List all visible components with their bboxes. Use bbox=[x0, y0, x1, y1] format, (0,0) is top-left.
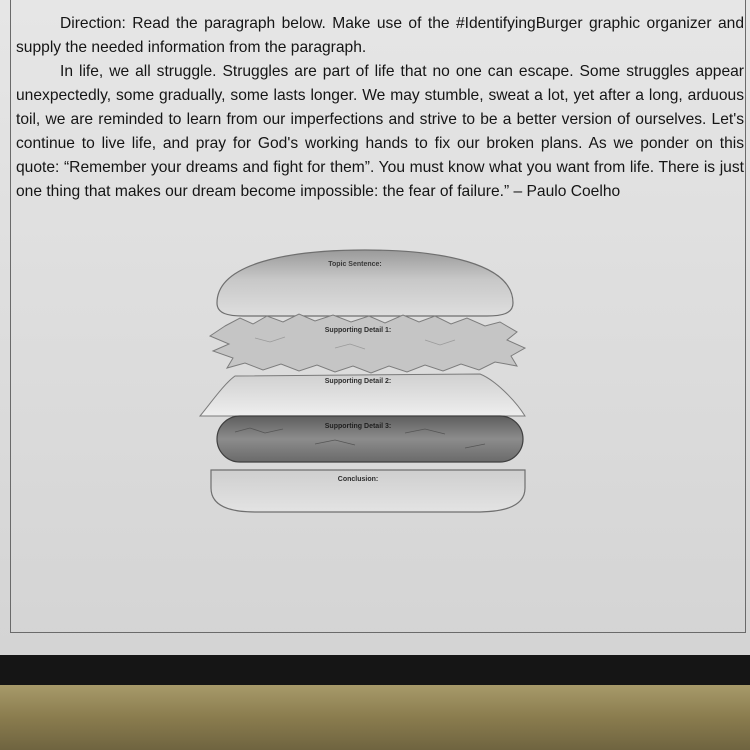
bottom-bun bbox=[211, 470, 525, 512]
supporting-detail-3-label: Supporting Detail 3: bbox=[324, 423, 392, 430]
cheese-layer bbox=[200, 374, 525, 416]
supporting-detail-1-label: Supporting Detail 1: bbox=[324, 327, 392, 334]
topic-sentence-label: Topic Sentence: bbox=[328, 261, 382, 268]
dark-background-strip bbox=[0, 655, 750, 685]
supporting-detail-2-label: Supporting Detail 2: bbox=[324, 378, 392, 385]
table-surface bbox=[0, 685, 750, 750]
lettuce-layer bbox=[210, 314, 525, 373]
direction-text: Direction: Read the paragraph below. Make use of the #IdentifyingBurger graphic organizer and supply the needed information from the paragraph. bbox=[16, 15, 744, 56]
reading-paragraph: In life, we all struggle. Struggles are part of life that no one can escape. Some struggles appear unexpectedly, some gradually, some lasts longer. We may stumble, sweat a lot, yet after a long, arduous toil, we are reminded to learn from our imperfections and strive to be a better version of ourselves. Let's continue to live life, and pray for God's working hands to fix our broken plans. As we ponder on this quote: “Remember your dreams and fight for them”. You must know what you want from life. There is just one thing that makes our dream become impossible: the fear of failure.” – Paulo Coelho bbox=[16, 63, 744, 200]
conclusion-label: Conclusion: bbox=[337, 476, 379, 483]
patty-layer bbox=[217, 416, 523, 462]
top-bun bbox=[217, 250, 513, 316]
burger-graphic-organizer bbox=[195, 248, 535, 518]
worksheet-text bbox=[16, 12, 744, 204]
